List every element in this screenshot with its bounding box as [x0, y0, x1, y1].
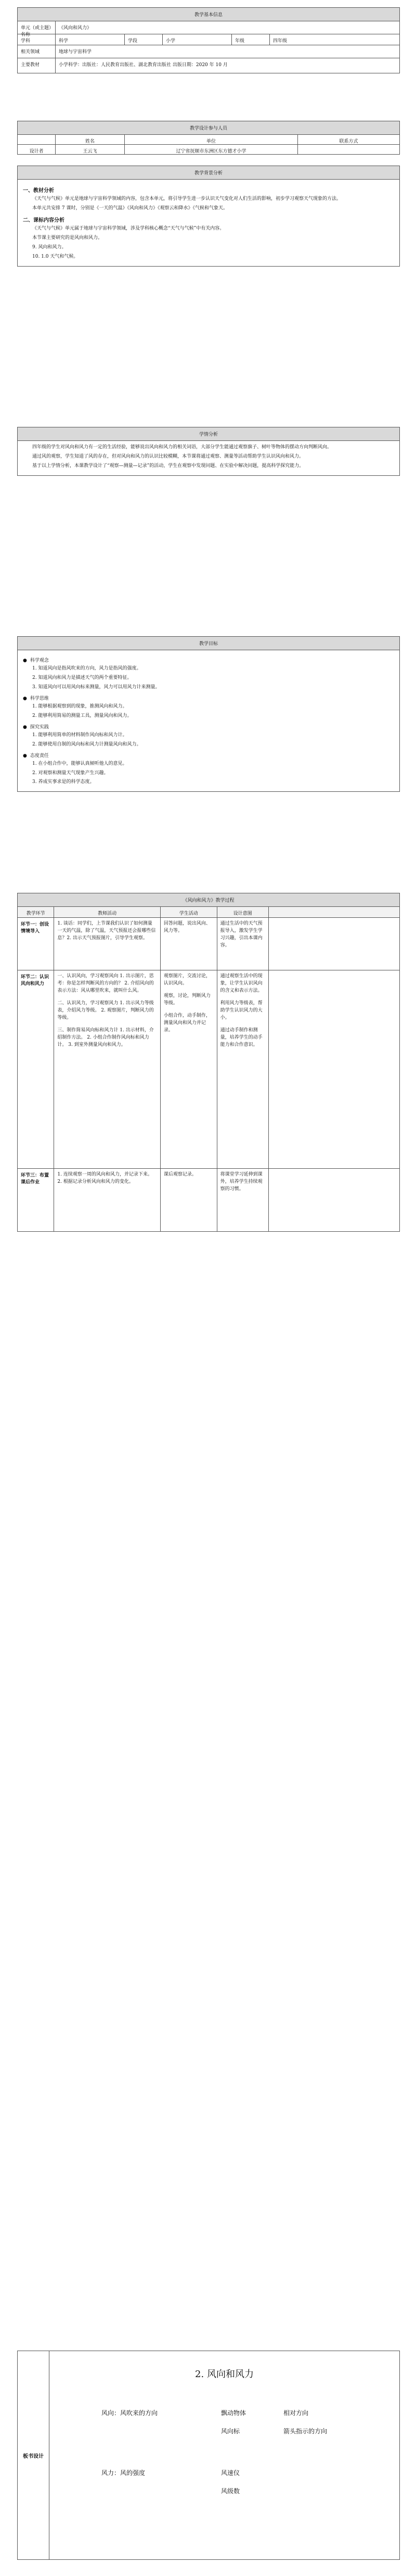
- goal-5: 2. 能够利用简易的测量工具，测量风向和风力。: [32, 713, 132, 718]
- goal-10: 3. 养成实事求是的科学态度。: [32, 779, 95, 785]
- analysis-header: 教学背景分析: [18, 166, 399, 180]
- participants-header: 教学设计参与人员: [18, 121, 399, 135]
- proc-h1: 教学环节: [18, 907, 54, 917]
- goal-7: 2. 能够使用自制的风向标和风力计测量风向和风力。: [32, 741, 141, 747]
- goal-3: 3. 知道风向可以用风向标来测量，风力可以用风力计来测量。: [32, 684, 160, 690]
- goals-header: 教学目标: [18, 637, 399, 650]
- proc-h4: 设计意图: [217, 907, 269, 917]
- basic-info-table: [17, 7, 400, 73]
- goals-section-1: ● 科学观念: [23, 656, 394, 663]
- grade-value: 四年级: [273, 39, 288, 44]
- student-table: [17, 427, 400, 476]
- board-l3-b: 风速仪: [221, 2469, 240, 2477]
- goal-8: 1. 在小组合作中，能够认真倾听他人的意见。: [32, 761, 127, 766]
- subject-label: 学科: [18, 34, 56, 45]
- goal-9: 2. 对观察和测量天气现象产生兴趣。: [32, 770, 109, 776]
- participants-table: [17, 121, 400, 155]
- h-unit: 单位: [125, 135, 298, 144]
- role: 设计者: [18, 145, 56, 154]
- title-value: 《风向和风力》: [59, 26, 92, 31]
- stage-2-teacher-b: 二、认识风力，学习观察风力 1. 出示风力等级表，介绍风力等级。 2. 观察图片，判断风力的等级。: [57, 1000, 154, 1020]
- analysis-para-2: 本单元共安排 7 课时，分别是《一天的气温》《风向和风力》《观察云和降水》《气候和气象天。: [32, 205, 228, 211]
- board-label: 板书设计: [23, 2453, 44, 2459]
- stage-1-teacher: 1. 谈话：同学们，上节课我们认识了如何测量一天的气温，除了气温，天气预报还会报哪些信息？2. 出示天气预报图片，引导学生观察。: [54, 918, 160, 970]
- board-title: 2. 风向和风力: [195, 2369, 254, 2380]
- domain-label: 相关领域: [18, 45, 56, 58]
- stage-2-teacher-c: 三、制作简易风向标和风力计 1. 出示材料，介绍制作方法。 2. 小组合作制作风向标和风力计。 3. 到室外测量风向和风力。: [57, 1027, 154, 1047]
- analysis-para-3: 《天气与气候》单元属于地球与宇宙科学领域，涉及学科核心概念“天气与气候”中有关内容。: [32, 225, 225, 231]
- stage-3-teacher: 1. 连续观察一周的风向和风力，并记录下来。 2. 根据记录分析风向和风力的变化。: [54, 1169, 160, 1231]
- board-l3-a: 风力：风的强度: [101, 2469, 146, 2477]
- designer-name: 王云飞: [56, 145, 125, 154]
- goal-2: 2. 知道风向和风力是描述天气的两个重要特征。: [32, 675, 132, 680]
- stage-3-design: 将课堂学习延伸到课外，培养学生持续观察的习惯。: [217, 1169, 269, 1231]
- stage-1-student: 回答问题，说出风向、风力等。: [161, 918, 217, 970]
- process-header: 《风向和风力》教学过程: [18, 893, 399, 907]
- goals-section-4: ● 态度责任: [23, 752, 394, 759]
- stage-1-design: 通过生活中的天气预报导入，激发学生学习兴趣，引出本课内容。: [217, 918, 269, 970]
- stage-label: 学段: [125, 34, 163, 45]
- board-design: [17, 2351, 400, 2560]
- analysis-table: [17, 166, 400, 267]
- goals-section-2: ● 科学思维: [23, 694, 394, 701]
- stage-2-student-b: 观察，讨论，判断风力等级。: [163, 993, 211, 1006]
- process-table: [17, 893, 400, 1232]
- student-para-2: 通过风的观察，学生知道了风的存在，但对风向和风力的认识比较模糊，本节课将通过观察、测量等活动帮助学生认识风向和风力。: [32, 453, 304, 459]
- material-value: 小学科学：出版社：人民教育出版社、湖北教育出版社 出版日期：2020 年 10 月: [59, 62, 228, 68]
- basic-info-header: 教学基本信息: [18, 8, 399, 21]
- domain-value: 地球与宇宙科学: [59, 49, 92, 55]
- analysis-title-1: 一、教材分析: [23, 188, 54, 194]
- h-contact: 联系方式: [339, 139, 358, 144]
- stage-2-design-c: 通过动手制作和测量，培养学生的动手能力和合作意识。: [220, 1027, 263, 1047]
- stage-value: 小学: [163, 34, 232, 45]
- board-l2-b: 箭头指示的方向: [283, 2428, 328, 2435]
- goal-6: 1. 能够利用简单的材料制作风向标和风力计。: [32, 732, 127, 738]
- student-header: 学情分析: [18, 427, 399, 441]
- goals-section-3: ● 探究实践: [23, 723, 394, 730]
- subject-value: 科学: [56, 34, 125, 45]
- board-l1-b: 飘动物体: [221, 2409, 246, 2417]
- analysis-para-4: 本节课主要研究的是风向和风力。: [32, 235, 103, 241]
- goal-4: 1. 能够根据观察到的现象，推测风向和风力。: [32, 703, 127, 709]
- analysis-para-1: 《天气与气候》单元是地球与宇宙科学领域的内容，包含本单元，将引导学生进一步认识天气变化对人们生活的影响，初步学习观察天气现象的方法。: [32, 196, 342, 201]
- goal-1: 1. 知道风向是指风吹来的方向，风力是指风的强度。: [32, 666, 141, 671]
- stage-3-student: 课后观察记录。: [161, 1169, 217, 1231]
- stage-2-student-a: 观察图片，交流讨论，认识风向。: [163, 974, 211, 986]
- stage-2-design-b: 利用风力等级表，帮助学生认识风力的大小。: [220, 1000, 263, 1020]
- designer-unit: 辽宁省抚顺市东洲区东方德才小学: [125, 145, 298, 154]
- grade-label: 年级: [232, 34, 270, 45]
- stage-1: 环节一：创设情境导入: [18, 918, 54, 970]
- proc-h5: [269, 907, 399, 917]
- stage-3: 环节三：布置课后作业: [18, 1169, 54, 1231]
- student-para-1: 四年级的学生对风向和风力有一定的生活经验，能够说出风向和风力的相关词语，大部分学生能通过观察旗子、树叶等物体的摆动方向判断风向。: [32, 445, 332, 450]
- analysis-li-1: 9. 风向和风力。: [32, 244, 67, 250]
- proc-h2: 教师活动: [54, 907, 160, 917]
- goals-table: [17, 636, 400, 792]
- stage-2-student-c: 小组合作，动手制作，测量风向和风力并记录。: [163, 1013, 211, 1033]
- h-name: 姓名: [56, 135, 125, 144]
- student-para-3: 基于以上学情分析，本课教学设计了“观察—测量—记录”的活动，学生在观察中发现问题、在实验中解决问题，提高科学探究能力。: [32, 463, 304, 469]
- analysis-title-2: 二、课标内容分析: [23, 217, 64, 223]
- stage-2: 环节二：认识风向和风力: [18, 970, 54, 1168]
- proc-h3: 学生活动: [161, 907, 217, 917]
- material-label: 主要教材: [18, 58, 56, 73]
- stage-2-teacher-a: 一、认识风向，学习观察风向 1. 出示图片，思考：你是怎样判断风的方向的？ 2. 介绍风向的表示方法：风从哪里吹来，就叫什么风。: [57, 974, 154, 993]
- board-l3-c: 风级数: [221, 2487, 240, 2495]
- board-l1-a: 风向：风吹来的方向: [101, 2409, 158, 2417]
- board-l1-c: 相对方向: [283, 2409, 309, 2417]
- board-l2-a: 风向标: [221, 2428, 240, 2435]
- title-label: 单元（或主题）名称: [18, 21, 56, 34]
- stage-2-design-a: 通过观察生活中的现象，让学生认识风向的含义和表示方法。: [220, 974, 263, 993]
- analysis-li-2: 10. 1.0 天气和气候。: [32, 254, 79, 259]
